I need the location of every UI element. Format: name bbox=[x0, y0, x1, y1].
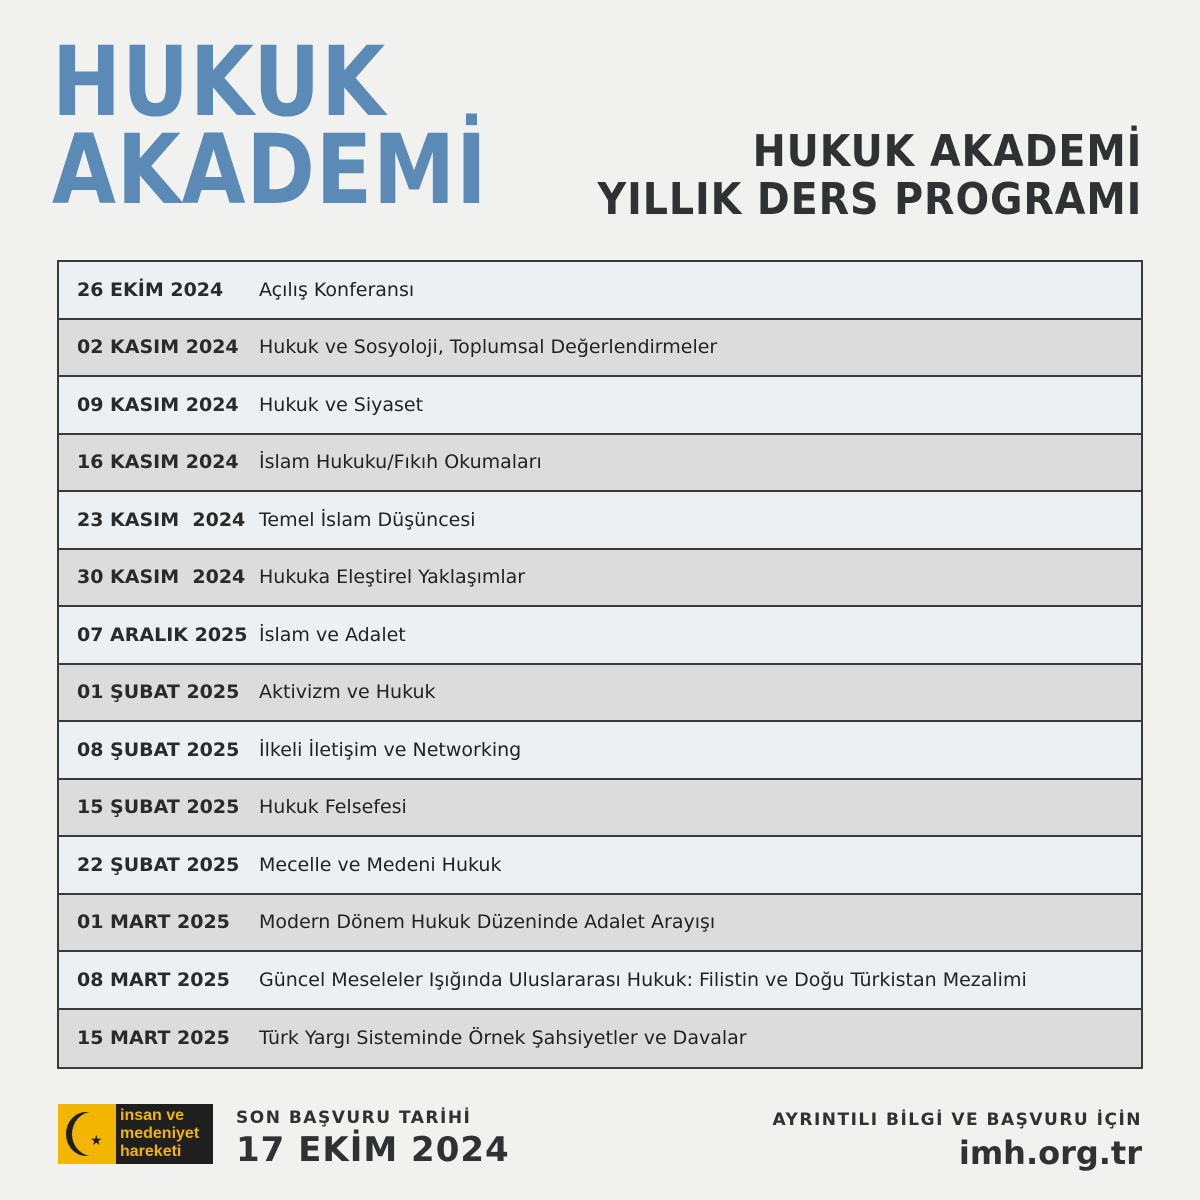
schedule-date: 22 ŞUBAT 2025 bbox=[77, 853, 240, 876]
schedule-date: 15 ŞUBAT 2025 bbox=[77, 796, 240, 819]
program-title bbox=[597, 128, 1142, 224]
logo-line2: medeniyet bbox=[120, 1125, 200, 1142]
logo-line3: hareketi bbox=[120, 1143, 182, 1160]
schedule-date: 02 KASIM 2024 bbox=[77, 336, 239, 359]
schedule-date: 09 KASIM 2024 bbox=[77, 393, 239, 416]
schedule-row bbox=[59, 780, 1141, 838]
schedule-topic: İslam ve Adalet bbox=[259, 623, 406, 646]
schedule-topic: Güncel Meseleler Işığında Uluslararası Hukuk: Filistin ve Doğu Türkistan Mezalimi bbox=[259, 968, 1027, 991]
crescent-star-icon: ★ bbox=[58, 1104, 116, 1164]
info-label: AYRINTILI BİLGİ VE BAŞVURU İÇİN bbox=[772, 1110, 1142, 1130]
schedule-row bbox=[59, 320, 1141, 378]
schedule-topic: İslam Hukuku/Fıkıh Okumaları bbox=[259, 451, 542, 474]
organization-logo bbox=[58, 1104, 213, 1164]
schedule-topic: Açılış Konferansı bbox=[259, 278, 415, 301]
schedule-row bbox=[59, 837, 1141, 895]
schedule-topic: İlkeli İletişim ve Networking bbox=[259, 738, 522, 761]
logo-wordmark bbox=[116, 1104, 213, 1164]
schedule-row bbox=[59, 722, 1141, 780]
schedule-date: 08 MART 2025 bbox=[77, 968, 230, 991]
schedule-date: 30 KASIM 2024 bbox=[77, 566, 246, 589]
schedule-date: 01 MART 2025 bbox=[77, 911, 230, 934]
brand-title-line2: AKADEMİ bbox=[52, 114, 488, 226]
schedule-row bbox=[59, 262, 1141, 320]
schedule-date: 23 KASIM 2024 bbox=[77, 508, 246, 531]
schedule-topic: Hukuk ve Siyaset bbox=[259, 393, 424, 416]
schedule-topic: Hukuk ve Sosyoloji, Toplumsal Değerlendirmeler bbox=[259, 336, 718, 359]
brand-title bbox=[52, 26, 488, 226]
deadline-label: SON BAŞVURU TARİHİ bbox=[236, 1108, 472, 1128]
schedule-row bbox=[59, 377, 1141, 435]
contact-info bbox=[773, 1110, 1142, 1172]
website-link[interactable]: imh.org.tr bbox=[958, 1134, 1142, 1172]
deadline-date: 17 EKİM 2024 bbox=[236, 1130, 510, 1170]
schedule-topic: Hukuka Eleştirel Yaklaşımlar bbox=[259, 566, 526, 589]
schedule-topic: Mecelle ve Medeni Hukuk bbox=[259, 853, 502, 876]
schedule-topic: Modern Dönem Hukuk Düzeninde Adalet Arayışı bbox=[259, 911, 716, 934]
schedule-topic: Temel İslam Düşüncesi bbox=[259, 508, 476, 531]
schedule-row bbox=[59, 435, 1141, 493]
program-title-line2: YILLIK DERS PROGRAMI bbox=[597, 174, 1142, 225]
schedule-date: 01 ŞUBAT 2025 bbox=[77, 681, 240, 704]
schedule-row bbox=[59, 607, 1141, 665]
schedule-date: 16 KASIM 2024 bbox=[77, 451, 239, 474]
schedule-topic: Aktivizm ve Hukuk bbox=[259, 681, 436, 704]
program-title-line1: HUKUK AKADEMİ bbox=[752, 126, 1142, 177]
logo-line1: insan ve bbox=[120, 1107, 185, 1124]
schedule-date: 26 EKİM 2024 bbox=[77, 278, 224, 301]
schedule-table bbox=[57, 260, 1143, 1069]
schedule-row bbox=[59, 550, 1141, 608]
schedule-row bbox=[59, 952, 1141, 1010]
schedule-date: 08 ŞUBAT 2025 bbox=[77, 738, 240, 761]
schedule-row bbox=[59, 895, 1141, 953]
schedule-topic: Hukuk Felsefesi bbox=[259, 796, 407, 819]
schedule-date: 15 MART 2025 bbox=[77, 1027, 230, 1050]
schedule-topic: Türk Yargı Sisteminde Örnek Şahsiyetler ve Davalar bbox=[259, 1027, 747, 1050]
application-deadline bbox=[236, 1108, 510, 1170]
schedule-row bbox=[59, 492, 1141, 550]
brand-title-line1: HUKUK bbox=[52, 26, 386, 138]
schedule-row bbox=[59, 1010, 1141, 1068]
schedule-row bbox=[59, 665, 1141, 723]
schedule-date: 07 ARALIK 2025 bbox=[77, 623, 248, 646]
